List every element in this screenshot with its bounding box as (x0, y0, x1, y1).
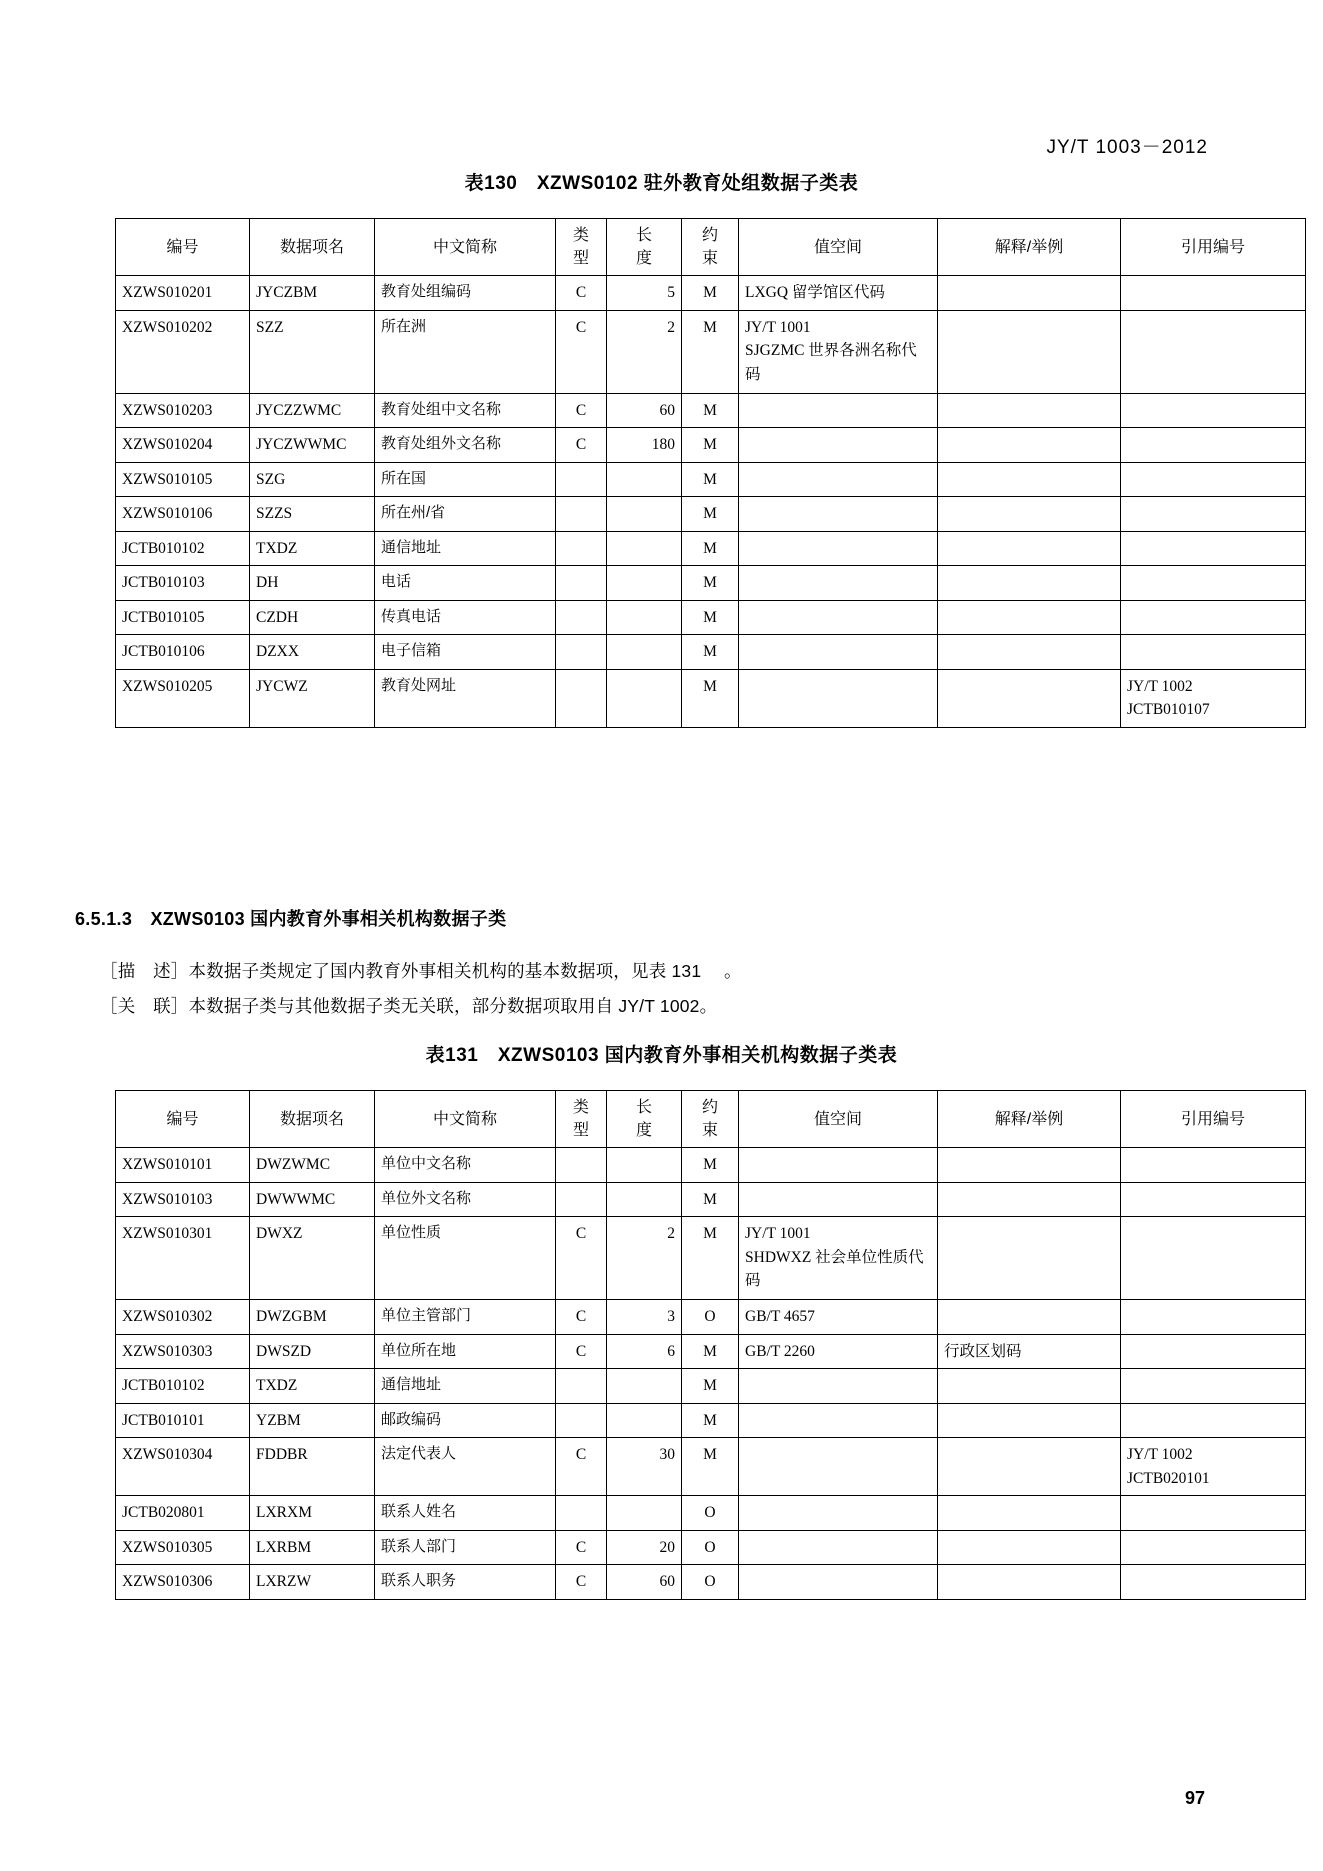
cell-item-name: YZBM (250, 1403, 375, 1437)
cell-reference (1121, 1334, 1306, 1368)
cell-number: JCTB010102 (116, 1369, 250, 1403)
cell-number: XZWS010203 (116, 393, 250, 427)
col-header-chinese-name: 中文简称 (375, 1091, 556, 1148)
cell-explanation (938, 393, 1121, 427)
cell-type (556, 566, 607, 600)
cell-explanation (938, 531, 1121, 565)
cell-type (556, 1148, 607, 1182)
cell-item-name: LXRXM (250, 1496, 375, 1530)
cell-type (556, 635, 607, 669)
cell-explanation (938, 1369, 1121, 1403)
cell-number: JCTB010106 (116, 635, 250, 669)
cell-type (556, 462, 607, 496)
cell-item-name: TXDZ (250, 1369, 375, 1403)
cell-length: 2 (607, 1217, 682, 1300)
table-row (116, 600, 1306, 634)
cell-constraint: M (682, 1182, 739, 1216)
cell-explanation (938, 600, 1121, 634)
cell-reference: JY/T 1002 JCTB020101 (1121, 1438, 1306, 1496)
cell-value-space (739, 1565, 938, 1599)
cell-type: C (556, 276, 607, 310)
cell-constraint: O (682, 1530, 739, 1564)
cell-explanation (938, 669, 1121, 727)
table-row (116, 393, 1306, 427)
cell-length (607, 1182, 682, 1216)
table-row (116, 1369, 1306, 1403)
cell-number: XZWS010304 (116, 1438, 250, 1496)
cell-number: JCTB010102 (116, 531, 250, 565)
cell-constraint: M (682, 276, 739, 310)
table-130-caption: 表130 XZWS0102 驻外教育处组数据子类表 (464, 173, 859, 194)
cell-chinese-name: 所在国 (375, 462, 556, 496)
cell-number: XZWS010305 (116, 1530, 250, 1564)
cell-chinese-name: 教育处组编码 (375, 276, 556, 310)
cell-type (556, 1403, 607, 1437)
cell-type: C (556, 393, 607, 427)
col-header-number: 编号 (116, 1091, 250, 1148)
cell-value-space (739, 1403, 938, 1437)
cell-chinese-name: 通信地址 (375, 531, 556, 565)
cell-explanation (938, 1217, 1121, 1300)
cell-number: XZWS010103 (116, 1182, 250, 1216)
cell-constraint: M (682, 428, 739, 462)
cell-chinese-name: 电话 (375, 566, 556, 600)
cell-reference (1121, 1530, 1306, 1564)
cell-length: 3 (607, 1300, 682, 1334)
cell-type: C (556, 1565, 607, 1599)
cell-length (607, 1369, 682, 1403)
cell-length: 60 (607, 1565, 682, 1599)
cell-type: C (556, 1334, 607, 1368)
cell-reference (1121, 1565, 1306, 1599)
cell-value-space (739, 1148, 938, 1182)
cell-chinese-name: 联系人姓名 (375, 1496, 556, 1530)
cell-reference (1121, 531, 1306, 565)
cell-type: C (556, 1438, 607, 1496)
cell-reference (1121, 600, 1306, 634)
table-131 (115, 1090, 1306, 1600)
cell-explanation (938, 1182, 1121, 1216)
cell-number: XZWS010302 (116, 1300, 250, 1334)
cell-constraint: O (682, 1565, 739, 1599)
cell-length (607, 669, 682, 727)
col-header-value-space: 值空间 (739, 219, 938, 276)
cell-explanation (938, 1148, 1121, 1182)
cell-chinese-name: 电子信箱 (375, 635, 556, 669)
col-header-chinese-name: 中文简称 (375, 219, 556, 276)
cell-type (556, 1182, 607, 1216)
cell-number: XZWS010303 (116, 1334, 250, 1368)
cell-type: C (556, 1217, 607, 1300)
col-header-type-text: 类 型 (572, 1099, 589, 1140)
col-header-constraint-text: 约 束 (701, 227, 718, 268)
cell-number: JCTB010105 (116, 600, 250, 634)
table-row (116, 1300, 1306, 1334)
cell-constraint: M (682, 600, 739, 634)
cell-constraint: M (682, 497, 739, 531)
cell-value-space: JY/T 1001 SJGZMC 世界各洲名称代码 (739, 310, 938, 393)
cell-constraint: M (682, 1403, 739, 1437)
cell-number: XZWS010301 (116, 1217, 250, 1300)
table-row (116, 428, 1306, 462)
section-relation (100, 993, 1323, 1018)
cell-item-name: DWSZD (250, 1334, 375, 1368)
table-row (116, 310, 1306, 393)
cell-length: 20 (607, 1530, 682, 1564)
cell-item-name: DZXX (250, 635, 375, 669)
col-header-constraint (682, 1091, 739, 1148)
col-header-explanation: 解释/举例 (938, 1091, 1121, 1148)
table-row (116, 669, 1306, 727)
cell-type (556, 600, 607, 634)
cell-explanation (938, 1438, 1121, 1496)
table-130-body (116, 276, 1306, 727)
cell-type (556, 497, 607, 531)
table-row (116, 462, 1306, 496)
table-row (116, 1217, 1306, 1300)
cell-length (607, 1148, 682, 1182)
cell-chinese-name: 单位主管部门 (375, 1300, 556, 1334)
cell-length (607, 497, 682, 531)
cell-chinese-name: 单位性质 (375, 1217, 556, 1300)
cell-value-space (739, 566, 938, 600)
relation-text: 本数据子类与其他数据子类无关联，部分数据项取用自 JY/T 1002。 (188, 996, 718, 1016)
description-tag: ［描 述］ (100, 961, 189, 981)
section-title: 6.5.1.3 XZWS0103 国内教育外事相关机构数据子类 (75, 909, 507, 929)
cell-item-name: DWWWMC (250, 1182, 375, 1216)
cell-explanation: 行政区划码 (938, 1334, 1121, 1368)
cell-constraint: M (682, 462, 739, 496)
cell-chinese-name: 所在州/省 (375, 497, 556, 531)
cell-chinese-name: 教育处网址 (375, 669, 556, 727)
table-row (116, 1148, 1306, 1182)
cell-number: JCTB010101 (116, 1403, 250, 1437)
table-row (116, 1334, 1306, 1368)
cell-constraint: O (682, 1496, 739, 1530)
cell-type: C (556, 1530, 607, 1564)
cell-item-name: DH (250, 566, 375, 600)
cell-value-space: GB/T 2260 (739, 1334, 938, 1368)
col-header-item-name: 数据项名 (250, 219, 375, 276)
cell-item-name: JYCWZ (250, 669, 375, 727)
cell-explanation (938, 310, 1121, 393)
table-row (116, 1530, 1306, 1564)
cell-number: XZWS010205 (116, 669, 250, 727)
cell-reference (1121, 1217, 1306, 1300)
cell-length: 30 (607, 1438, 682, 1496)
table-row (116, 1565, 1306, 1599)
cell-item-name: SZG (250, 462, 375, 496)
page-number: 97 (1184, 1788, 1205, 1808)
cell-reference (1121, 310, 1306, 393)
cell-length: 6 (607, 1334, 682, 1368)
cell-constraint: M (682, 635, 739, 669)
cell-constraint: M (682, 1148, 739, 1182)
table-row (116, 1403, 1306, 1437)
cell-type: C (556, 428, 607, 462)
cell-chinese-name: 通信地址 (375, 1369, 556, 1403)
relation-tag: ［关 联］ (100, 996, 189, 1016)
cell-reference (1121, 393, 1306, 427)
cell-item-name: CZDH (250, 600, 375, 634)
cell-type (556, 669, 607, 727)
cell-reference (1121, 635, 1306, 669)
cell-item-name: DWZGBM (250, 1300, 375, 1334)
cell-reference (1121, 1403, 1306, 1437)
cell-chinese-name: 传真电话 (375, 600, 556, 634)
table-row (116, 1438, 1306, 1496)
cell-constraint: M (682, 310, 739, 393)
cell-type (556, 531, 607, 565)
cell-item-name: DWZWMC (250, 1148, 375, 1182)
cell-reference (1121, 497, 1306, 531)
cell-chinese-name: 教育处组中文名称 (375, 393, 556, 427)
cell-chinese-name: 法定代表人 (375, 1438, 556, 1496)
cell-reference (1121, 428, 1306, 462)
cell-item-name: JYCZZWMC (250, 393, 375, 427)
cell-length (607, 1403, 682, 1437)
col-header-reference: 引用编号 (1121, 1091, 1306, 1148)
cell-item-name: JYCZWWMC (250, 428, 375, 462)
col-header-constraint (682, 219, 739, 276)
cell-constraint: M (682, 393, 739, 427)
description-text: 本数据子类规定了国内教育外事相关机构的基本数据项，见表 131 。 (188, 961, 742, 981)
cell-value-space (739, 1182, 938, 1216)
col-header-length-text: 长 度 (635, 1099, 652, 1140)
cell-explanation (938, 635, 1121, 669)
col-header-item-name: 数据项名 (250, 1091, 375, 1148)
cell-length (607, 531, 682, 565)
table-131-body (116, 1148, 1306, 1599)
cell-item-name: SZZS (250, 497, 375, 531)
cell-type: C (556, 310, 607, 393)
cell-chinese-name: 联系人部门 (375, 1530, 556, 1564)
cell-chinese-name: 所在洲 (375, 310, 556, 393)
cell-constraint: M (682, 566, 739, 600)
table-131-header-row (116, 1091, 1306, 1148)
cell-chinese-name: 单位中文名称 (375, 1148, 556, 1182)
cell-type (556, 1369, 607, 1403)
cell-number: JCTB010103 (116, 566, 250, 600)
cell-number: XZWS010106 (116, 497, 250, 531)
cell-value-space (739, 393, 938, 427)
cell-chinese-name: 单位外文名称 (375, 1182, 556, 1216)
section-description (100, 958, 1323, 983)
cell-item-name: DWXZ (250, 1217, 375, 1300)
table-131-caption: 表131 XZWS0103 国内教育外事相关机构数据子类表 (425, 1045, 898, 1066)
cell-type (556, 1496, 607, 1530)
cell-constraint: M (682, 531, 739, 565)
table-row (116, 1496, 1306, 1530)
cell-item-name: FDDBR (250, 1438, 375, 1496)
cell-value-space (739, 635, 938, 669)
cell-number: XZWS010101 (116, 1148, 250, 1182)
cell-value-space: JY/T 1001 SHDWXZ 社会单位性质代码 (739, 1217, 938, 1300)
col-header-type (556, 1091, 607, 1148)
cell-number: XZWS010105 (116, 462, 250, 496)
cell-number: XZWS010204 (116, 428, 250, 462)
col-header-constraint-text: 约 束 (701, 1099, 718, 1140)
cell-value-space (739, 1438, 938, 1496)
table-row (116, 1182, 1306, 1216)
cell-value-space (739, 600, 938, 634)
cell-explanation (938, 1496, 1121, 1530)
cell-chinese-name: 单位所在地 (375, 1334, 556, 1368)
col-header-length (607, 219, 682, 276)
cell-number: XZWS010306 (116, 1565, 250, 1599)
cell-number: JCTB020801 (116, 1496, 250, 1530)
col-header-number: 编号 (116, 219, 250, 276)
cell-item-name: SZZ (250, 310, 375, 393)
table-row (116, 276, 1306, 310)
cell-item-name: TXDZ (250, 531, 375, 565)
cell-length: 5 (607, 276, 682, 310)
cell-chinese-name: 邮政编码 (375, 1403, 556, 1437)
cell-value-space (739, 531, 938, 565)
col-header-length-text: 长 度 (635, 227, 652, 268)
cell-explanation (938, 276, 1121, 310)
cell-reference (1121, 1148, 1306, 1182)
cell-value-space (739, 497, 938, 531)
table-130-header-row (116, 219, 1306, 276)
cell-item-name: JYCZBM (250, 276, 375, 310)
cell-constraint: M (682, 1334, 739, 1368)
cell-reference (1121, 1496, 1306, 1530)
cell-reference (1121, 1182, 1306, 1216)
cell-constraint: M (682, 1217, 739, 1300)
cell-item-name: LXRZW (250, 1565, 375, 1599)
cell-constraint: M (682, 1438, 739, 1496)
cell-length: 60 (607, 393, 682, 427)
col-header-type (556, 219, 607, 276)
cell-constraint: O (682, 1300, 739, 1334)
cell-value-space (739, 669, 938, 727)
cell-length (607, 1496, 682, 1530)
cell-chinese-name: 教育处组外文名称 (375, 428, 556, 462)
col-header-reference: 引用编号 (1121, 219, 1306, 276)
cell-length (607, 635, 682, 669)
cell-length (607, 566, 682, 600)
table-row (116, 497, 1306, 531)
table-row (116, 566, 1306, 600)
cell-item-name: LXRBM (250, 1530, 375, 1564)
col-header-length (607, 1091, 682, 1148)
cell-value-space (739, 462, 938, 496)
col-header-type-text: 类 型 (572, 227, 589, 268)
table-130 (115, 218, 1306, 728)
cell-constraint: M (682, 1369, 739, 1403)
col-header-explanation: 解释/举例 (938, 219, 1121, 276)
cell-explanation (938, 1300, 1121, 1334)
page-header-standard-id: JY/T 1003－2012 (1046, 137, 1208, 158)
cell-number: XZWS010202 (116, 310, 250, 393)
cell-length (607, 462, 682, 496)
cell-length: 180 (607, 428, 682, 462)
cell-length: 2 (607, 310, 682, 393)
table-row (116, 635, 1306, 669)
cell-value-space: LXGQ 留学馆区代码 (739, 276, 938, 310)
cell-value-space (739, 1530, 938, 1564)
cell-constraint: M (682, 669, 739, 727)
cell-value-space (739, 428, 938, 462)
cell-reference (1121, 566, 1306, 600)
cell-reference (1121, 462, 1306, 496)
cell-value-space (739, 1496, 938, 1530)
cell-explanation (938, 497, 1121, 531)
cell-reference: JY/T 1002 JCTB010107 (1121, 669, 1306, 727)
cell-explanation (938, 428, 1121, 462)
cell-reference (1121, 1369, 1306, 1403)
cell-length (607, 600, 682, 634)
cell-value-space: GB/T 4657 (739, 1300, 938, 1334)
cell-explanation (938, 566, 1121, 600)
cell-explanation (938, 1530, 1121, 1564)
cell-explanation (938, 1403, 1121, 1437)
col-header-value-space: 值空间 (739, 1091, 938, 1148)
cell-chinese-name: 联系人职务 (375, 1565, 556, 1599)
cell-explanation (938, 1565, 1121, 1599)
cell-type: C (556, 1300, 607, 1334)
cell-explanation (938, 462, 1121, 496)
cell-value-space (739, 1369, 938, 1403)
cell-number: XZWS010201 (116, 276, 250, 310)
table-row (116, 531, 1306, 565)
cell-reference (1121, 276, 1306, 310)
cell-reference (1121, 1300, 1306, 1334)
